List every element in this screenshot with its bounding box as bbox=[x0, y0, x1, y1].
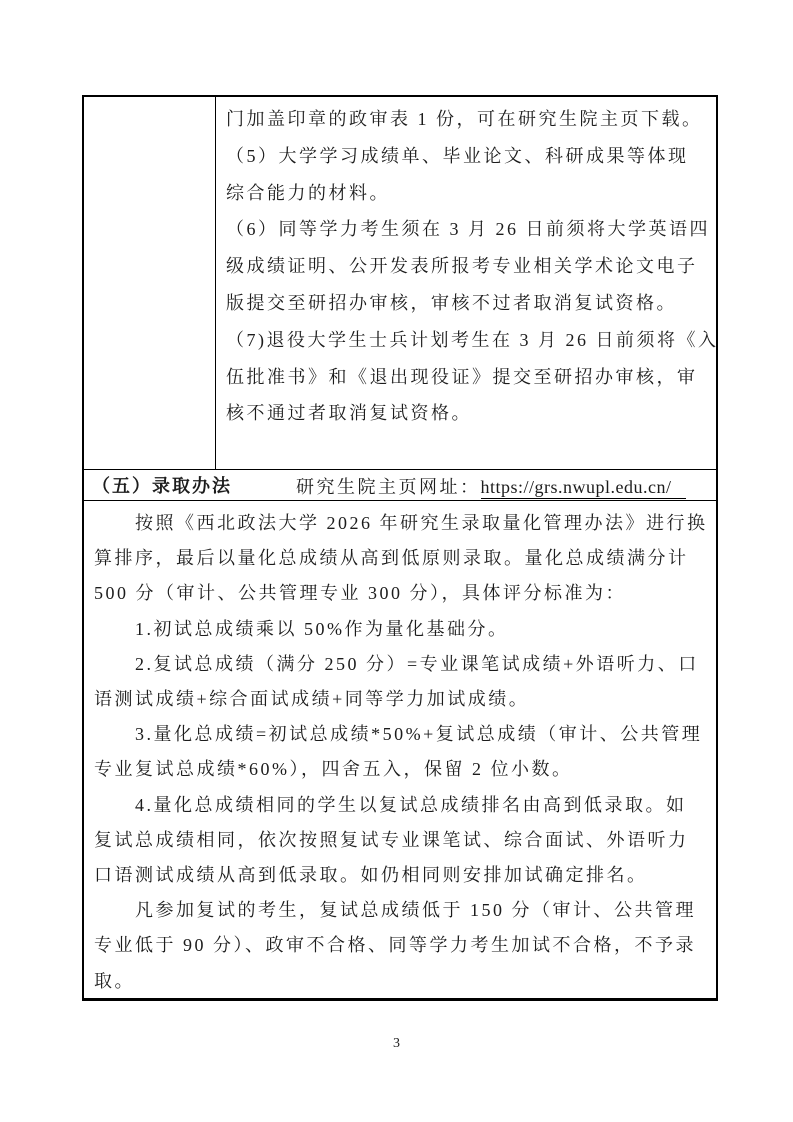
text-line: 伍批准书》和《退出现役证》提交至研招办审核，审 bbox=[226, 366, 698, 387]
text-line: （5）大学学习成绩单、毕业论文、科研成果等体现 bbox=[226, 145, 689, 166]
text-line: 按照《西北政法大学 2026 年研究生录取量化管理办法》进行换 bbox=[94, 513, 708, 533]
text-line: 版提交至研招办审核，审核不过者取消复试资格。 bbox=[226, 292, 677, 313]
text-line: 3.量化总成绩=初试总成绩*50%+复试总成绩（审计、公共管理 bbox=[94, 724, 703, 745]
homepage-label: 研究生院主页网址： bbox=[296, 476, 481, 497]
text-line: 4.量化总成绩相同的学生以复试总成绩排名由高到低录取。如 bbox=[94, 794, 687, 815]
homepage-link[interactable]: https://grs.nwupl.edu.cn/ bbox=[481, 477, 686, 499]
text-line: 门加盖印章的政审表 1 份，可在研究生院主页下载。 bbox=[226, 109, 703, 129]
text-line: 专业复试总成绩*60%），四舍五入，保留 2 位小数。 bbox=[94, 759, 573, 780]
text-line: （6）同等学力考生须在 3 月 26 日前须将大学英语四 bbox=[226, 219, 710, 240]
text-line: 综合能力的材料。 bbox=[226, 182, 390, 203]
text-line: 级成绩证明、公开发表所报考专业相关学术论文电子 bbox=[226, 256, 698, 277]
page-number: 3 bbox=[393, 1036, 400, 1051]
text-line: 算排序，最后以量化总成绩从高到低原则录取。量化总成绩满分计 bbox=[94, 548, 689, 569]
text-line: 核不通过者取消复试资格。 bbox=[226, 403, 472, 424]
continuation-left-cell bbox=[84, 97, 216, 469]
text-line: 凡参加复试的考生，复试总成绩低于 150 分（审计、公共管理 bbox=[94, 900, 696, 921]
text-line: 专业低于 90 分）、政审不合格、同等学力考生加试不合格，不予录 bbox=[94, 935, 696, 956]
continuation-text-cell bbox=[216, 97, 725, 497]
continuation-text-lines bbox=[226, 101, 719, 432]
section-header-title: （五）录取办法 bbox=[92, 476, 232, 496]
text-line: 语测试成绩+综合面试成绩+同等学力加试成绩。 bbox=[94, 689, 530, 710]
text-line: 取。 bbox=[94, 970, 135, 991]
text-line: （7)退役大学生士兵计划考生在 3 月 26 日前须将《入 bbox=[226, 329, 719, 350]
document-table bbox=[82, 95, 718, 1001]
admission-rules-cell bbox=[84, 501, 716, 997]
text-line: 复试总成绩相同，依次按照复试专业课笔试、综合面试、外语听力 bbox=[94, 829, 689, 850]
text-line: 500 分（审计、公共管理专业 300 分），具体评分标准为： bbox=[94, 583, 626, 604]
text-line: 1.初试总成绩乘以 50%作为量化基础分。 bbox=[94, 618, 509, 639]
text-line: 口语测试成绩从高到低录取。如仍相同则安排加试确定排名。 bbox=[94, 865, 648, 886]
text-line: 2.复试总成绩（满分 250 分）=专业课笔试成绩+外语听力、口 bbox=[94, 653, 699, 674]
